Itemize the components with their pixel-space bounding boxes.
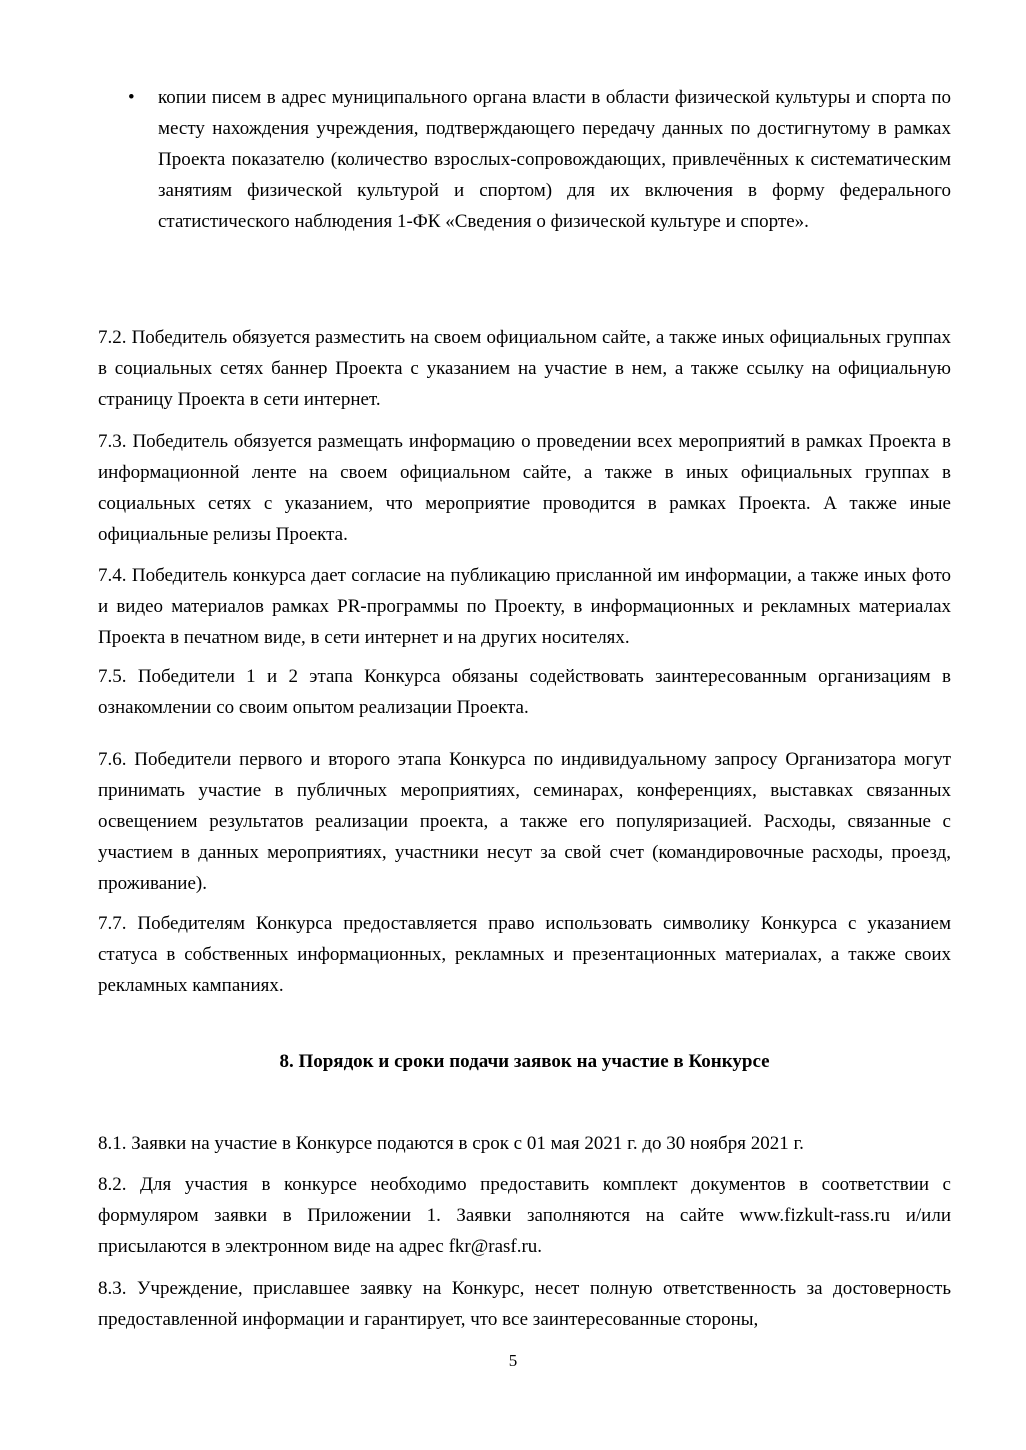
paragraph-8-3: 8.3. Учреждение, приславшее заявку на Конкурс, несет полную ответственность за достоверность предоставленной информации и гарантирует, что все заинтересованные стороны,: [98, 1278, 951, 1330]
paragraph-7-4: 7.4. Победитель конкурса дает согласие на публикацию присланной им информации, а также иных фото и видео материалов рамках PR-программы по Проекту, в информационных и рекламных материалах Проекта в печатном виде, в сети интернет и на других носителях.: [98, 565, 951, 648]
paragraph-7-5: 7.5. Победители 1 и 2 этапа Конкурса обязаны содействовать заинтересованным организациям в ознакомлении со своим опытом реализации Проекта.: [98, 666, 951, 718]
section-8-heading: 8. Порядок и сроки подачи заявок на участие в Конкурсе: [279, 1051, 770, 1072]
bullet-item-text: копии писем в адрес муниципального органа власти в области физической культуры и спорта по месту нахождения учреждения, подтверждающего передачу данных по достигнутому в рамках Проекта показателю (количество взрослых-сопровождающих, привлечённых к систематическим занятиям физической культурой и спортом) для их включения в форму федерального статистического наблюдения 1-ФК «Сведения о физической культуре и спорте».: [158, 87, 951, 232]
paragraph-7-7: 7.7. Победителям Конкурса предоставляется право использовать символику Конкурса с указанием статуса в собственных информационных, рекламных и презентационных материалах, а также своих рекламных кампаниях.: [98, 913, 951, 996]
paragraph-7-2: 7.2. Победитель обязуется разместить на своем официальном сайте, а также иных официальных группах в социальных сетях баннер Проекта с указанием на участие в нем, а также ссылку на официальную страницу Проекта в сети интернет.: [98, 327, 951, 410]
paragraph-7-3: 7.3. Победитель обязуется размещать информацию о проведении всех мероприятий в рамках Проекта в информационной ленте на своем официальном сайте, а также в иных официальных группах в социальных сетях с указанием, что мероприятие проводится в рамках Проекта. А также иные официальные релизы Проекта.: [98, 431, 951, 545]
bullet-icon: •: [128, 87, 135, 108]
page-number: 5: [508, 1351, 518, 1370]
paragraph-7-6: 7.6. Победители первого и второго этапа Конкурса по индивидуальному запросу Организатора могут принимать участие в публичных мероприятиях, семинарах, конференциях, выставках связанных освещением результатов реализации проекта, а также его популяризацией. Расходы, связанные с участием в данных мероприятиях, участники несут за свой счет (командировочные расходы, проезд, проживание).: [98, 749, 951, 894]
paragraph-8-1: 8.1. Заявки на участие в Конкурсе подаются в срок с 01 мая 2021 г. до 30 ноября 2021 г.: [98, 1133, 804, 1154]
paragraph-8-2: 8.2. Для участия в конкурсе необходимо предоставить комплект документов в соответствии с формуляром заявки в Приложении 1. Заявки заполняются на сайте www.fizkult-rass.ru и/или присылаются в электронном виде на адрес fkr@rasf.ru.: [98, 1174, 951, 1257]
